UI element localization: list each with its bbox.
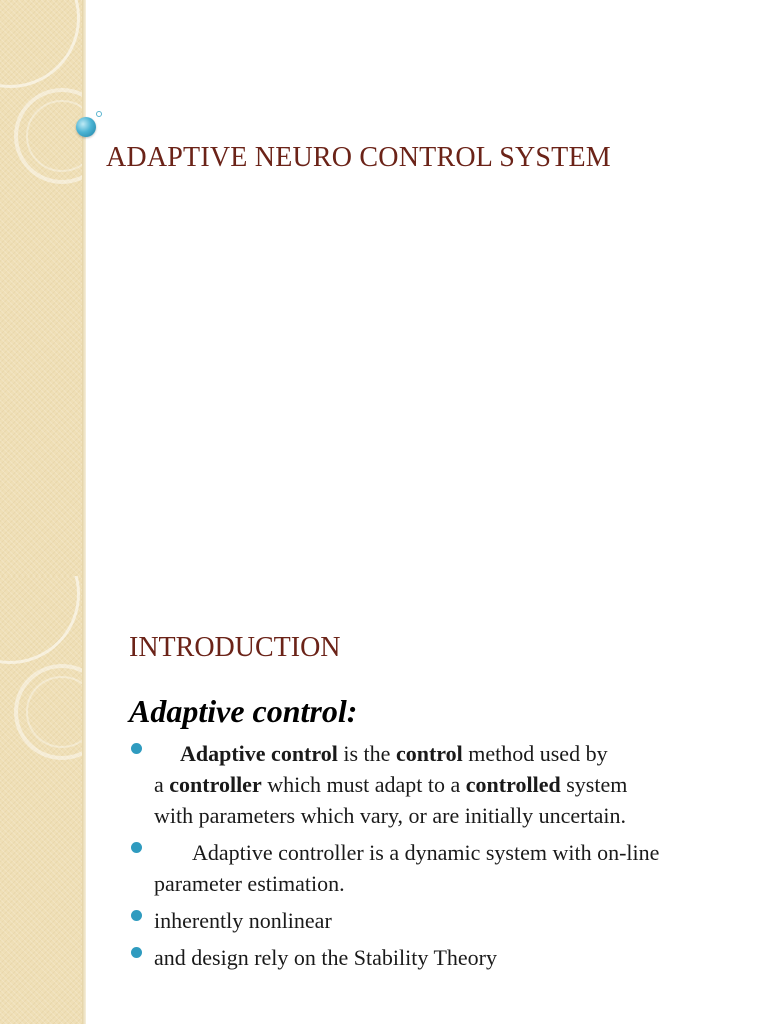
decorative-ring-icon (0, 0, 80, 88)
bold-term: Adaptive control (180, 741, 338, 766)
list-item (130, 942, 750, 973)
bullet-dot-icon (131, 910, 142, 921)
section-title: INTRODUCTION (129, 632, 341, 663)
sidebar-edge (82, 0, 86, 576)
bold-term: control (395, 741, 463, 766)
text-run: Adaptive controller is a dynamic system with on-line (192, 840, 660, 865)
bullet-dot-icon (131, 947, 142, 958)
text-run: parameter estimation. (154, 871, 345, 896)
bold-term: controller (169, 772, 262, 797)
small-circle-icon (96, 111, 102, 117)
decorative-sidebar (0, 576, 82, 1024)
bullet-dot-icon (131, 743, 142, 754)
text-run: inherently nonlinear (154, 908, 332, 933)
sidebar-edge (82, 576, 86, 1024)
bold-term: controlled (465, 772, 561, 797)
subheading: Adaptive control: (129, 693, 358, 729)
text-run: a (154, 772, 170, 797)
introduction-slide (0, 576, 768, 1024)
bullet-list (130, 738, 750, 979)
slide-title: ADAPTIVE NEURO CONTROL SYSTEM (106, 142, 611, 173)
decorative-sidebar (0, 0, 82, 576)
text-run: with parameters which vary, or are initially uncertain. (154, 803, 627, 828)
blue-sphere-icon (76, 117, 96, 137)
bullet-dot-icon (131, 842, 142, 853)
list-item (130, 837, 750, 899)
decorative-ring-icon (0, 576, 80, 664)
text-run: is the (337, 741, 396, 766)
text-run: which must adapt to a (261, 772, 466, 797)
text-run: and design rely on the Stability Theory (154, 945, 497, 970)
list-item (130, 905, 750, 936)
text-run: method used by (462, 741, 608, 766)
text-run: system (560, 772, 628, 797)
list-item (130, 738, 750, 831)
